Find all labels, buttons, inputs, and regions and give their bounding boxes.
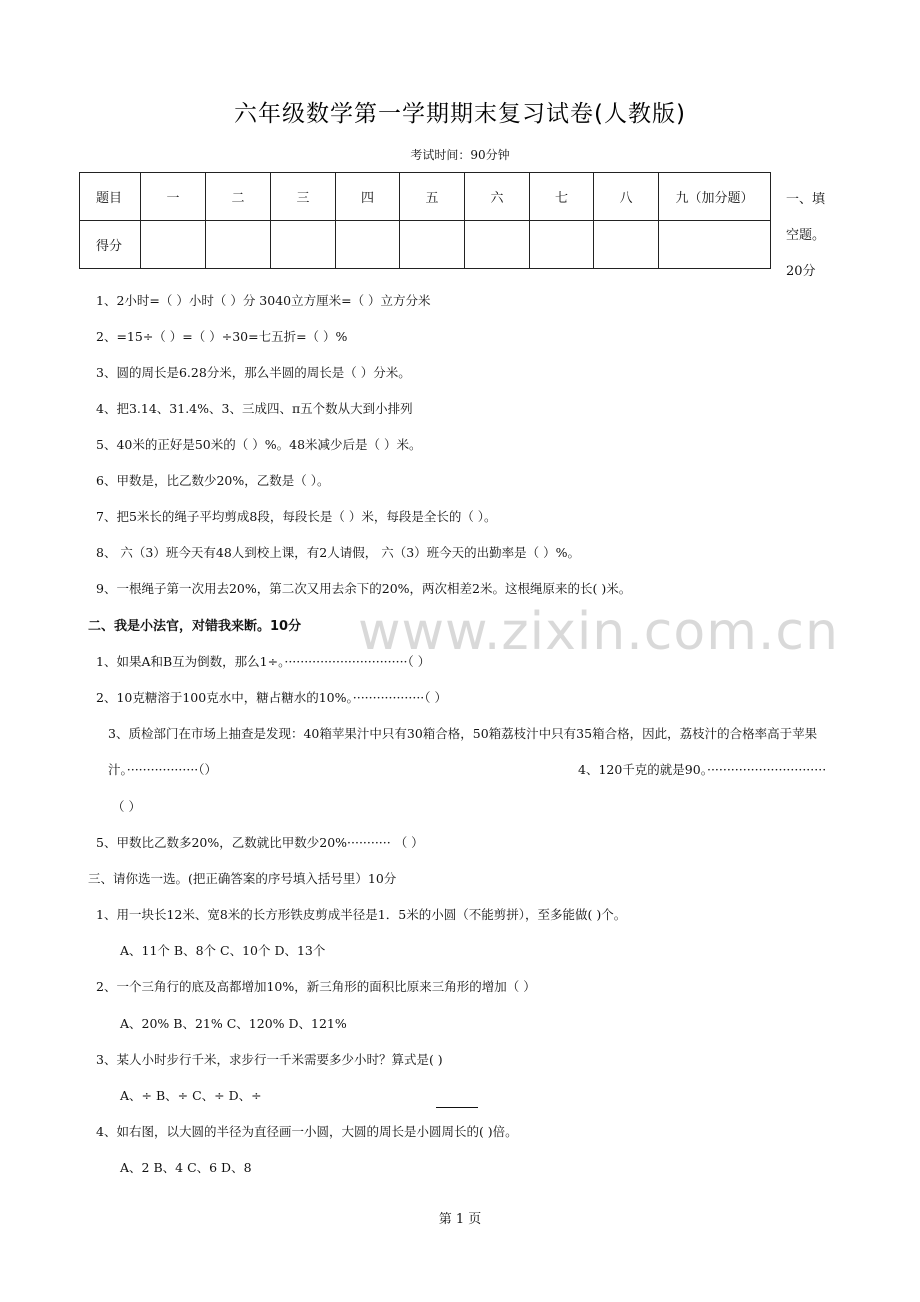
column-header: 一 (141, 173, 206, 221)
question-3-1-options: A、11个 B、8个 C、10个 D、13个 (120, 943, 326, 958)
question-1-2: 2、=15÷（ ）=（ ）÷30=七五折=（ ）% (96, 329, 348, 344)
score-cell (594, 221, 659, 269)
question-2-3-cont: 汁。··················（） (108, 762, 218, 777)
score-cell (400, 221, 465, 269)
section1-title: 一、填空题。20分 (786, 192, 826, 279)
fraction-bar (436, 1107, 478, 1108)
question-2-1: 1、如果A和B互为倒数，那么1÷。·······························（ ） (96, 654, 431, 669)
question-1-4: 4、把3.14、31.4%、3、三成四、π五个数从大到小排列 (96, 401, 413, 416)
score-label: 得分 (80, 221, 141, 269)
question-3-4-options: A、2 B、4 C、6 D、8 (120, 1160, 252, 1175)
watermark: www.zixin.com.cn (358, 602, 839, 662)
question-2-4: 4、120千克的就是90。······························ (578, 762, 827, 777)
question-1-5: 5、40米的正好是50米的（ ）%。48米减少后是（ ）米。 (96, 437, 422, 452)
section2-title: 二、我是小法官，对错我来断。10分 (88, 619, 302, 634)
question-2-3: 3、质检部门在市场上抽查是发现：40箱苹果汁中只有30箱合格，50箱荔枝汁中只有35箱合格，因此，荔枝汁的合格率高于苹果 (108, 726, 818, 741)
question-1-9: 9、一根绳子第一次用去20%，第二次又用去余下的20%，两次相差2米。这根绳原来的长( )米。 (96, 581, 632, 596)
column-header: 七 (530, 173, 594, 221)
score-table (79, 172, 771, 269)
section3-title: 三、请你选一选。(把正确答案的序号填入括号里）10分 (88, 871, 397, 886)
question-3-3: 3、某人小时步行千米，求步行一千米需要多少小时？算式是( ) (96, 1052, 443, 1067)
question-1-1: 1、2小时=（ ）小时（ ）分 3040立方厘米=（ ）立方分米 (96, 293, 431, 308)
column-header: 三 (271, 173, 336, 221)
score-cell (530, 221, 594, 269)
score-table-score-row (80, 221, 771, 269)
score-cell (336, 221, 400, 269)
column-header: 五 (400, 173, 465, 221)
column-header: 九（加分题） (659, 173, 771, 221)
question-2-4-answer: （ ） (112, 799, 141, 814)
question-3-2: 2、一个三角行的底及高都增加10%，新三角形的面积比原来三角形的增加（ ） (96, 979, 536, 994)
score-cell (271, 221, 336, 269)
score-cell (465, 221, 530, 269)
column-header: 六 (465, 173, 530, 221)
question-2-5: 5、甲数比乙数多20%，乙数就比甲数少20%··········· （ ） (96, 835, 424, 850)
question-1-3: 3、圆的周长是6.28分米，那么半圆的周长是（ ）分米。 (96, 365, 411, 380)
question-1-6: 6、甲数是，比乙数少20%，乙数是（ ）。 (96, 473, 330, 488)
question-2-2: 2、10克糖溶于100克水中，糖占糖水的10%。··················（ ） (96, 690, 447, 705)
page-number: 第 1 页 (438, 1212, 482, 1227)
column-header: 四 (336, 173, 400, 221)
column-header: 二 (206, 173, 271, 221)
column-header: 八 (594, 173, 659, 221)
question-1-8: 8、 六（3）班今天有48人到校上课，有2人请假， 六（3）班今天的出勤率是（ ）%。 (96, 545, 581, 560)
question-3-2-options: A、20% B、21% C、120% D、121% (120, 1016, 347, 1031)
page-title: 六年级数学第一学期期末复习试卷(人教版) (234, 101, 686, 127)
question-1-7: 7、把5米长的绳子平均剪成8段，每段长是（ ）米，每段是全长的（ ）。 (96, 509, 497, 524)
score-cell (206, 221, 271, 269)
header-label: 题目 (80, 173, 141, 221)
score-cell (141, 221, 206, 269)
score-cell (659, 221, 771, 269)
exam-time: 考试时间：90分钟 (410, 148, 510, 162)
question-3-3-options: A、÷ B、÷ C、÷ D、÷ (120, 1088, 262, 1103)
score-table-header-row (80, 173, 771, 221)
question-3-4: 4、如右图，以大圆的半径为直径画一小圆，大圆的周长是小圆周长的( )倍。 (96, 1124, 518, 1139)
question-3-1: 1、用一块长12米、宽8米的长方形铁皮剪成半径是1．5米的小圆（不能剪拼），至多能做( )个。 (96, 907, 627, 922)
